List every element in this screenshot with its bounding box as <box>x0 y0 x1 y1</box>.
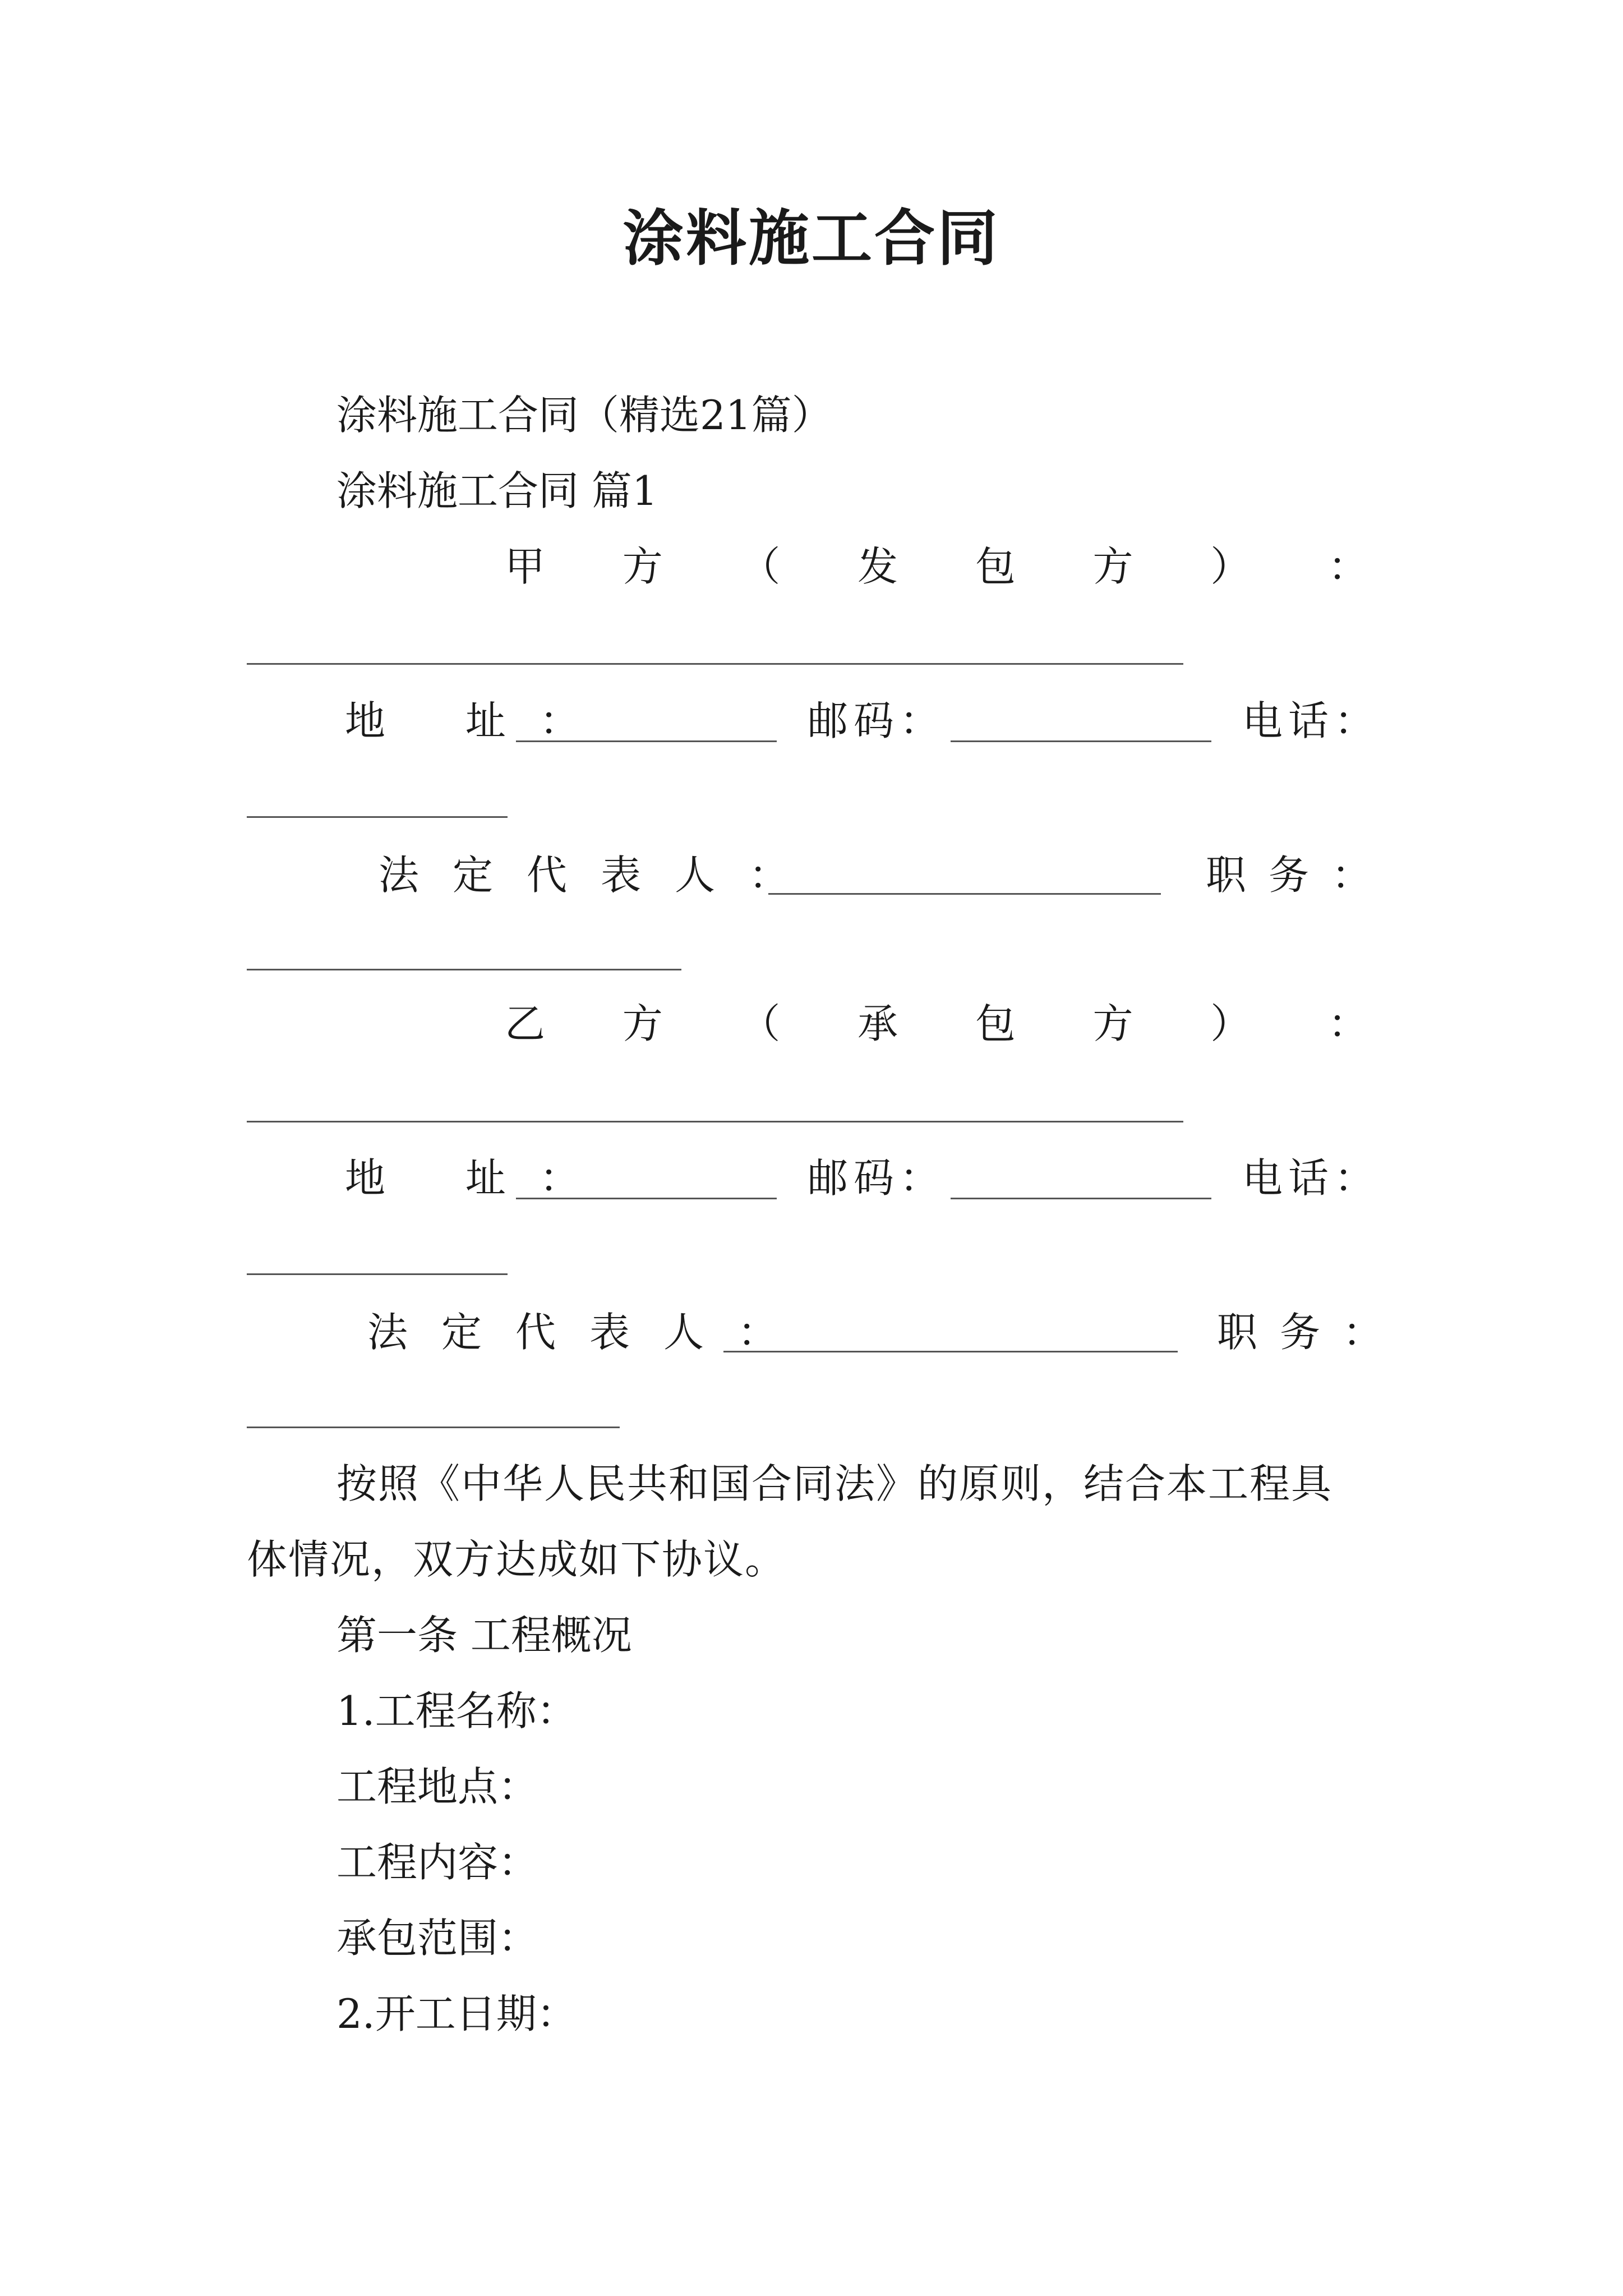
party-a-phone-blank[interactable] <box>247 816 508 818</box>
party-a-address-label: 地 址： <box>345 697 614 744</box>
party-b-char: ： <box>1327 1000 1368 1047</box>
project-content-field: 工程内容： <box>336 1839 539 1886</box>
section-heading: 涂料施工合同 篇1 <box>336 467 658 514</box>
party-a-postcode-label: 邮码： <box>808 697 946 744</box>
party-b-char: 方 <box>622 1000 663 1047</box>
party-a-legal-rep-blank[interactable] <box>768 893 1161 895</box>
project-location-field: 工程地点： <box>336 1763 539 1810</box>
party-a-char: 方 <box>1092 543 1133 590</box>
party-a-heading <box>505 539 1368 595</box>
party-a-address-blank[interactable] <box>516 740 777 742</box>
contract-scope-field: 承包范围： <box>336 1915 539 1962</box>
start-date-field: 2.开工日期： <box>336 1990 577 2037</box>
article-1-heading: 第一条 工程概况 <box>336 1612 632 1659</box>
party-b-postcode-blank[interactable] <box>951 1198 1211 1199</box>
party-a-position-label: 职务： <box>1206 852 1395 899</box>
party-a-phone-label: 电话： <box>1242 697 1381 744</box>
party-a-char: ： <box>1327 543 1368 590</box>
party-a-char: （ <box>740 543 781 590</box>
party-b-heading <box>505 996 1368 1052</box>
document-title: 涂料施工合同 <box>623 203 1000 274</box>
party-b-address-label: 地 址： <box>345 1154 614 1202</box>
party-b-legal-rep-label: 法定代表人： <box>367 1309 812 1356</box>
party-b-char: 乙 <box>505 1000 546 1047</box>
party-b-phone-blank[interactable] <box>247 1273 508 1275</box>
party-b-position-label: 职务： <box>1217 1309 1406 1356</box>
party-b-phone-label: 电话： <box>1242 1154 1381 1202</box>
party-a-char: ） <box>1210 543 1251 590</box>
party-a-char: 发 <box>857 543 898 590</box>
intro-paragraph-line2: 体情况，双方达成如下协议。 <box>247 1536 787 1583</box>
party-a-postcode-blank[interactable] <box>951 740 1211 742</box>
party-b-postcode-label: 邮码： <box>808 1154 946 1202</box>
project-name-field: 1.工程名称： <box>336 1687 577 1734</box>
party-a-char: 甲 <box>505 543 546 590</box>
party-b-char: （ <box>740 1000 781 1047</box>
party-a-char: 方 <box>622 543 663 590</box>
party-b-legal-rep-blank[interactable] <box>723 1351 1178 1352</box>
party-b-name-blank[interactable] <box>247 1121 1183 1122</box>
party-b-position-blank[interactable] <box>247 1427 620 1428</box>
party-b-char: ） <box>1210 1000 1251 1047</box>
party-a-position-blank[interactable] <box>247 969 681 970</box>
party-a-name-blank[interactable] <box>247 663 1183 665</box>
intro-paragraph-line1: 按照《中华人民共和国合同法》的原则，结合本工程具 <box>336 1460 1333 1507</box>
party-a-legal-rep-label: 法定代表人： <box>379 852 823 899</box>
party-a-char: 包 <box>975 543 1016 590</box>
subtitle: 涂料施工合同（精选21篇） <box>336 392 832 439</box>
party-b-char: 包 <box>975 1000 1016 1047</box>
party-b-char: 方 <box>1092 1000 1133 1047</box>
party-b-char: 承 <box>857 1000 898 1047</box>
party-b-address-blank[interactable] <box>516 1198 777 1199</box>
